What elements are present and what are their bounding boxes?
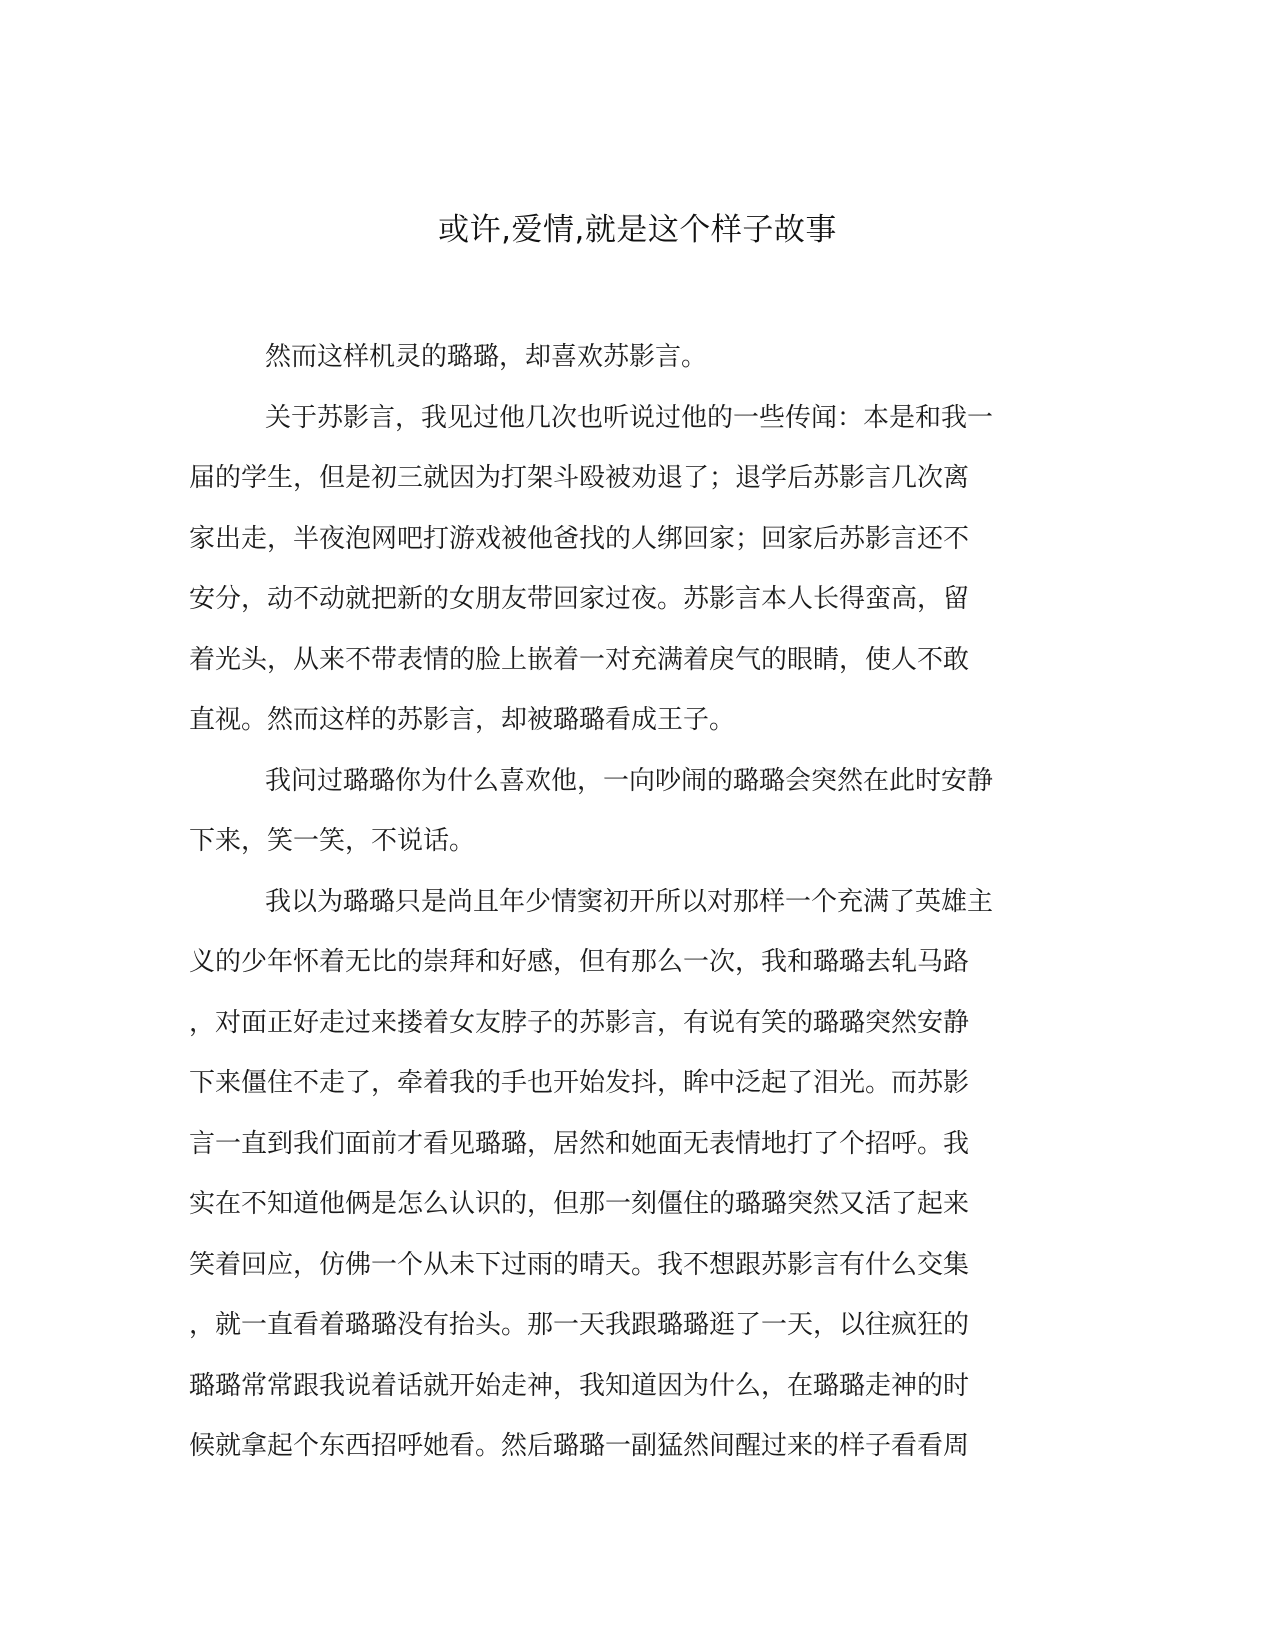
text-line: 着光头，从来不带表情的脸上嵌着一对充满着戾气的眼睛，使人不敢 bbox=[189, 644, 970, 675]
text-line: ，对面正好走过来搂着女友脖子的苏影言，有说有笑的璐璐突然安静 bbox=[189, 1007, 970, 1038]
text-line: 璐璐常常跟我说着话就开始走神，我知道因为什么，在璐璐走神的时 bbox=[189, 1370, 970, 1401]
text-line: 直视。然而这样的苏影言，却被璐璐看成王子。 bbox=[189, 705, 736, 735]
text-line: 然而这样机灵的璐璐，却喜欢苏影言。 bbox=[265, 342, 708, 372]
text-line: 言一直到我们面前才看见璐璐，居然和她面无表情地打了个招呼。我 bbox=[189, 1128, 970, 1159]
text-line: 下来，笑一笑，不说话。 bbox=[189, 826, 476, 856]
text-line: 家出走，半夜泡网吧打游戏被他爸找的人绑回家；回家后苏影言还不 bbox=[189, 523, 970, 554]
text-line: 实在不知道他俩是怎么认识的，但那一刻僵住的璐璐突然又活了起来 bbox=[189, 1189, 970, 1219]
text-line: ，就一直看着璐璐没有抬头。那一天我跟璐璐逛了一天，以往疯狂的 bbox=[189, 1310, 970, 1340]
text-line: 义的少年怀着无比的崇拜和好感，但有那么一次，我和璐璐去轧马路 bbox=[189, 947, 970, 977]
text-line: 下来僵住不走了，牵着我的手也开始发抖，眸中泛起了泪光。而苏影 bbox=[189, 1068, 970, 1098]
text-line: 笑着回应，仿佛一个从未下过雨的晴天。我不想跟苏影言有什么交集 bbox=[189, 1249, 970, 1280]
text-line: 我以为璐璐只是尚且年少情窦初开所以对那样一个充满了英雄主 bbox=[265, 886, 994, 917]
text-line: 候就拿起个东西招呼她看。然后璐璐一副猛然间醒过来的样子看看周 bbox=[189, 1431, 970, 1461]
text-line: 届的学生，但是初三就因为打架斗殴被劝退了；退学后苏影言几次离 bbox=[189, 463, 970, 493]
text-line: 我问过璐璐你为什么喜欢他，一向吵闹的璐璐会突然在此时安静 bbox=[265, 765, 994, 796]
document-body bbox=[189, 327, 1069, 1477]
text-line: 关于苏影言，我见过他几次也听说过他的一些传闻：本是和我一 bbox=[265, 402, 994, 433]
text-line: 安分，动不动就把新的女朋友带回家过夜。苏影言本人长得蛮高，留 bbox=[189, 584, 970, 614]
document-title: 或许,爱情,就是这个样子故事 bbox=[438, 212, 837, 248]
